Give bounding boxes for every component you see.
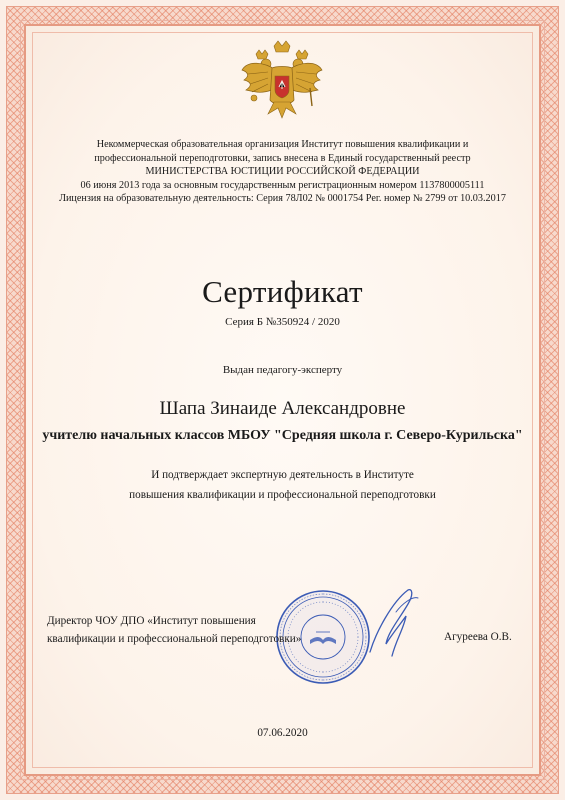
handwritten-signature-icon (362, 582, 422, 666)
issued-to-label: Выдан педагогу-эксперту (222, 364, 343, 376)
director-line: Директор ЧОУ ДПО «Институт повышения (47, 615, 256, 627)
signer-name: Агуреева О.В. (444, 631, 512, 643)
director-title (47, 612, 347, 648)
organization-line: Некоммерческая образовательная организация Институт повышения квалификации и (96, 139, 469, 150)
recipient-position: учителю начальных классов МБОУ "Средняя школа г. Северо-Курильска" (42, 428, 523, 443)
organization-line: 06 июня 2013 года за основным государственным регистрационным номером 1137800005111 (80, 179, 485, 191)
license-line: Лицензия на образовательную деятельность: Серия 78Л02 № 0001754 Рег. номер № 2799 от 10.03.2017 (59, 193, 506, 205)
confirmation-text (0, 465, 565, 505)
certificate-title: Сертификат (202, 274, 363, 309)
organization-line: МИНИСТЕРСТВА ЮСТИЦИИ РОССИЙСКОЙ ФЕДЕРАЦИИ (145, 166, 420, 178)
organization-info (40, 138, 525, 206)
issue-date: 07.06.2020 (257, 727, 308, 739)
confirmation-line: И подтверждает экспертную деятельность в Институте (151, 469, 414, 481)
director-line: квалификации и профессиональной переподготовки» (47, 633, 302, 645)
recipient-name: Шапа Зинаиде Александровне (159, 398, 406, 419)
coat-of-arms-icon (238, 40, 326, 122)
confirmation-line: повышения квалификации и профессиональной переподготовки (129, 489, 436, 501)
certificate-series: Серия Б №350924 / 2020 (225, 316, 340, 328)
organization-line: профессиональной переподготовки, запись внесена в Единый государственный реестр (94, 152, 471, 164)
